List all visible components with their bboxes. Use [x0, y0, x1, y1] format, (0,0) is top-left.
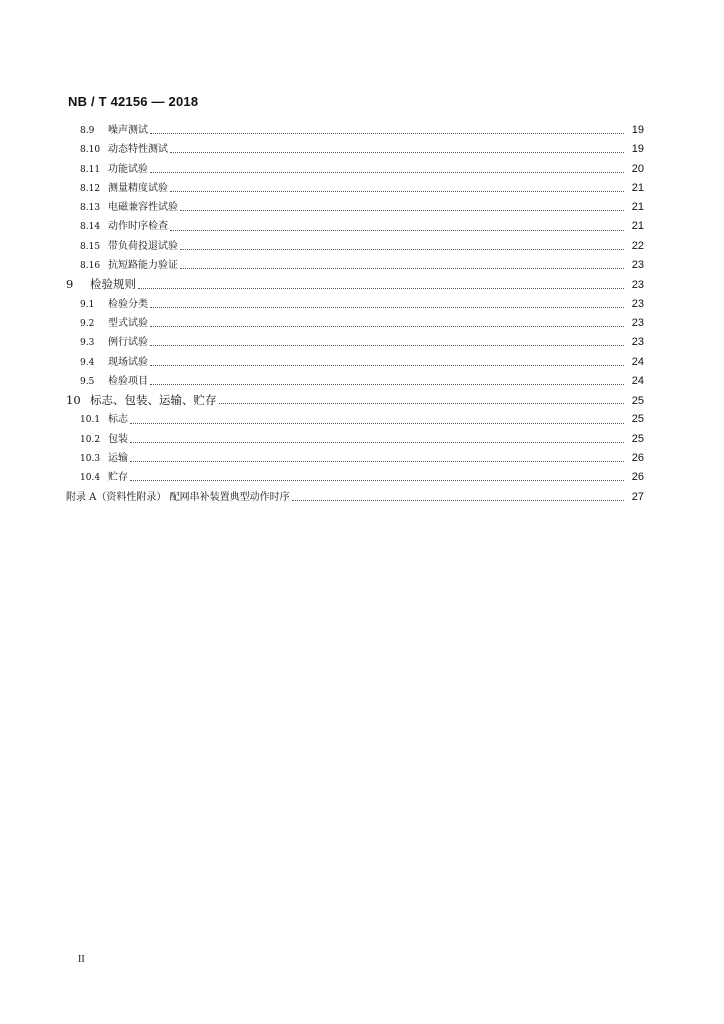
- toc-dot-leader: [130, 442, 624, 443]
- toc-entry-title: 现场试验: [108, 356, 148, 368]
- toc-entry-number: 8.11: [80, 164, 101, 175]
- toc-dot-leader: [150, 326, 624, 327]
- toc-entry-number: 9.4: [80, 357, 95, 368]
- toc-entry-title: 功能试验: [108, 163, 148, 175]
- toc-entry-title: 动态特性测试: [108, 144, 168, 156]
- toc-entry-page: 24: [631, 355, 644, 368]
- toc-entry-number: 9.2: [80, 318, 95, 329]
- toc-entry[interactable]: [66, 430, 644, 449]
- toc-entry[interactable]: [66, 198, 644, 217]
- toc-entry[interactable]: [66, 160, 644, 179]
- toc-dot-leader: [150, 365, 624, 366]
- document-header: NB / T 42156 — 2018: [68, 94, 199, 109]
- toc-dot-leader: [150, 345, 624, 346]
- toc-entry-title: 贮存: [108, 472, 128, 484]
- toc-entry-page: 23: [631, 297, 644, 310]
- toc-entry[interactable]: [66, 372, 644, 391]
- toc-dot-leader: [180, 268, 624, 269]
- toc-entry-number: 8.12: [80, 183, 101, 194]
- toc-entry-number: 10: [66, 393, 81, 408]
- toc-dot-leader: [150, 133, 624, 134]
- toc-entry[interactable]: [66, 140, 644, 159]
- toc-entry-number: 8.13: [80, 203, 101, 214]
- toc-dot-leader: [170, 152, 624, 153]
- toc-entry-title: 标志、包装、运输、贮存: [90, 393, 217, 408]
- toc-dot-leader: [138, 288, 624, 289]
- toc-dot-leader: [150, 172, 624, 173]
- toc-dot-leader: [170, 230, 624, 231]
- toc-entry-page: 21: [631, 181, 644, 194]
- toc-entry-page: 23: [631, 316, 644, 329]
- toc-entry-number: 9.5: [80, 376, 95, 387]
- toc-dot-leader: [130, 461, 624, 462]
- toc-entry-title: 测量精度试验: [108, 182, 168, 194]
- toc-entry-page: 21: [631, 220, 644, 233]
- toc-entry-title: 噪声测试: [108, 125, 148, 136]
- toc-dot-leader: [150, 307, 624, 308]
- toc-entry-page: 23: [631, 336, 644, 349]
- toc-dot-leader: [219, 403, 625, 404]
- toc-entry-title: 例行试验: [108, 337, 148, 349]
- toc-entry-number: 8.10: [80, 145, 101, 156]
- toc-entry-page: 26: [631, 452, 644, 465]
- toc-entry-page: 19: [631, 124, 644, 136]
- toc-entry-page: 27: [631, 490, 644, 503]
- toc-entry-number: 10.1: [80, 415, 101, 426]
- toc-entry[interactable]: [66, 256, 644, 275]
- toc-entry[interactable]: [66, 217, 644, 236]
- toc-entry[interactable]: [66, 468, 644, 487]
- toc-entry-page: 19: [631, 143, 644, 156]
- toc-dot-leader: [150, 384, 624, 385]
- toc-entry-title: 检验分类: [108, 298, 148, 310]
- toc-entry-number: 10.3: [80, 454, 101, 465]
- toc-entry[interactable]: [66, 333, 644, 352]
- toc-entry[interactable]: [66, 410, 644, 429]
- toc-entry[interactable]: [66, 314, 644, 333]
- toc-entry-page: 21: [631, 201, 644, 214]
- toc-dot-leader: [170, 191, 624, 192]
- toc-entry-page: 25: [631, 413, 644, 426]
- toc-entry-title: 型式试验: [108, 317, 148, 329]
- toc-entry-number: 8.15: [80, 241, 101, 252]
- toc-entry[interactable]: [66, 449, 644, 468]
- toc-entry-page: 25: [631, 432, 644, 445]
- toc-entry-page: 22: [631, 239, 644, 252]
- toc-entry[interactable]: [66, 237, 644, 256]
- toc-entry[interactable]: [66, 488, 644, 507]
- toc-entry-number: 9.3: [80, 338, 95, 349]
- toc-entry-title: 运输: [108, 453, 128, 465]
- toc-entry[interactable]: [66, 179, 644, 198]
- toc-entry-title: 电磁兼容性试验: [108, 202, 178, 214]
- toc-entry-page: 23: [631, 259, 644, 272]
- page-number: II: [78, 954, 85, 965]
- toc-entry-page: 24: [631, 374, 644, 387]
- toc-entry-title: 带负荷投退试验: [108, 240, 178, 252]
- toc-dot-leader: [130, 480, 624, 481]
- toc-entry-title: 抗短路能力验证: [108, 260, 178, 272]
- toc-entry-title: 检验规则: [90, 277, 136, 292]
- toc-entry[interactable]: [66, 295, 644, 314]
- toc-entry-number: 9: [66, 277, 74, 292]
- toc-dot-leader: [180, 210, 624, 211]
- toc-dot-leader: [180, 249, 624, 250]
- toc-entry-title: 附录 A（资料性附录） 配网串补装置典型动作时序: [66, 491, 290, 503]
- toc-dot-leader: [130, 423, 624, 424]
- toc-entry[interactable]: [66, 391, 644, 410]
- toc-entry-page: 26: [631, 471, 644, 484]
- toc-dot-leader: [292, 500, 624, 501]
- toc-entry[interactable]: [66, 121, 644, 140]
- toc-entry-page: 20: [631, 162, 644, 175]
- toc-entry-number: 8.14: [80, 222, 101, 233]
- toc-entry-number: 8.16: [80, 261, 101, 272]
- toc-entry-number: 9.1: [80, 299, 95, 310]
- toc-entry-title: 检验项目: [108, 375, 148, 387]
- toc-entry-title: 包装: [108, 433, 128, 445]
- toc-entry-title: 标志: [108, 414, 128, 426]
- toc-entry[interactable]: [66, 275, 644, 294]
- toc-entry-number: 8.9: [80, 126, 95, 136]
- table-of-contents: [66, 121, 644, 507]
- toc-entry[interactable]: [66, 353, 644, 372]
- toc-entry-number: 10.2: [80, 434, 101, 445]
- toc-entry-page: 25: [631, 395, 644, 408]
- toc-entry-page: 23: [631, 279, 644, 292]
- toc-entry-title: 动作时序检查: [108, 221, 168, 233]
- toc-entry-number: 10.4: [80, 473, 101, 484]
